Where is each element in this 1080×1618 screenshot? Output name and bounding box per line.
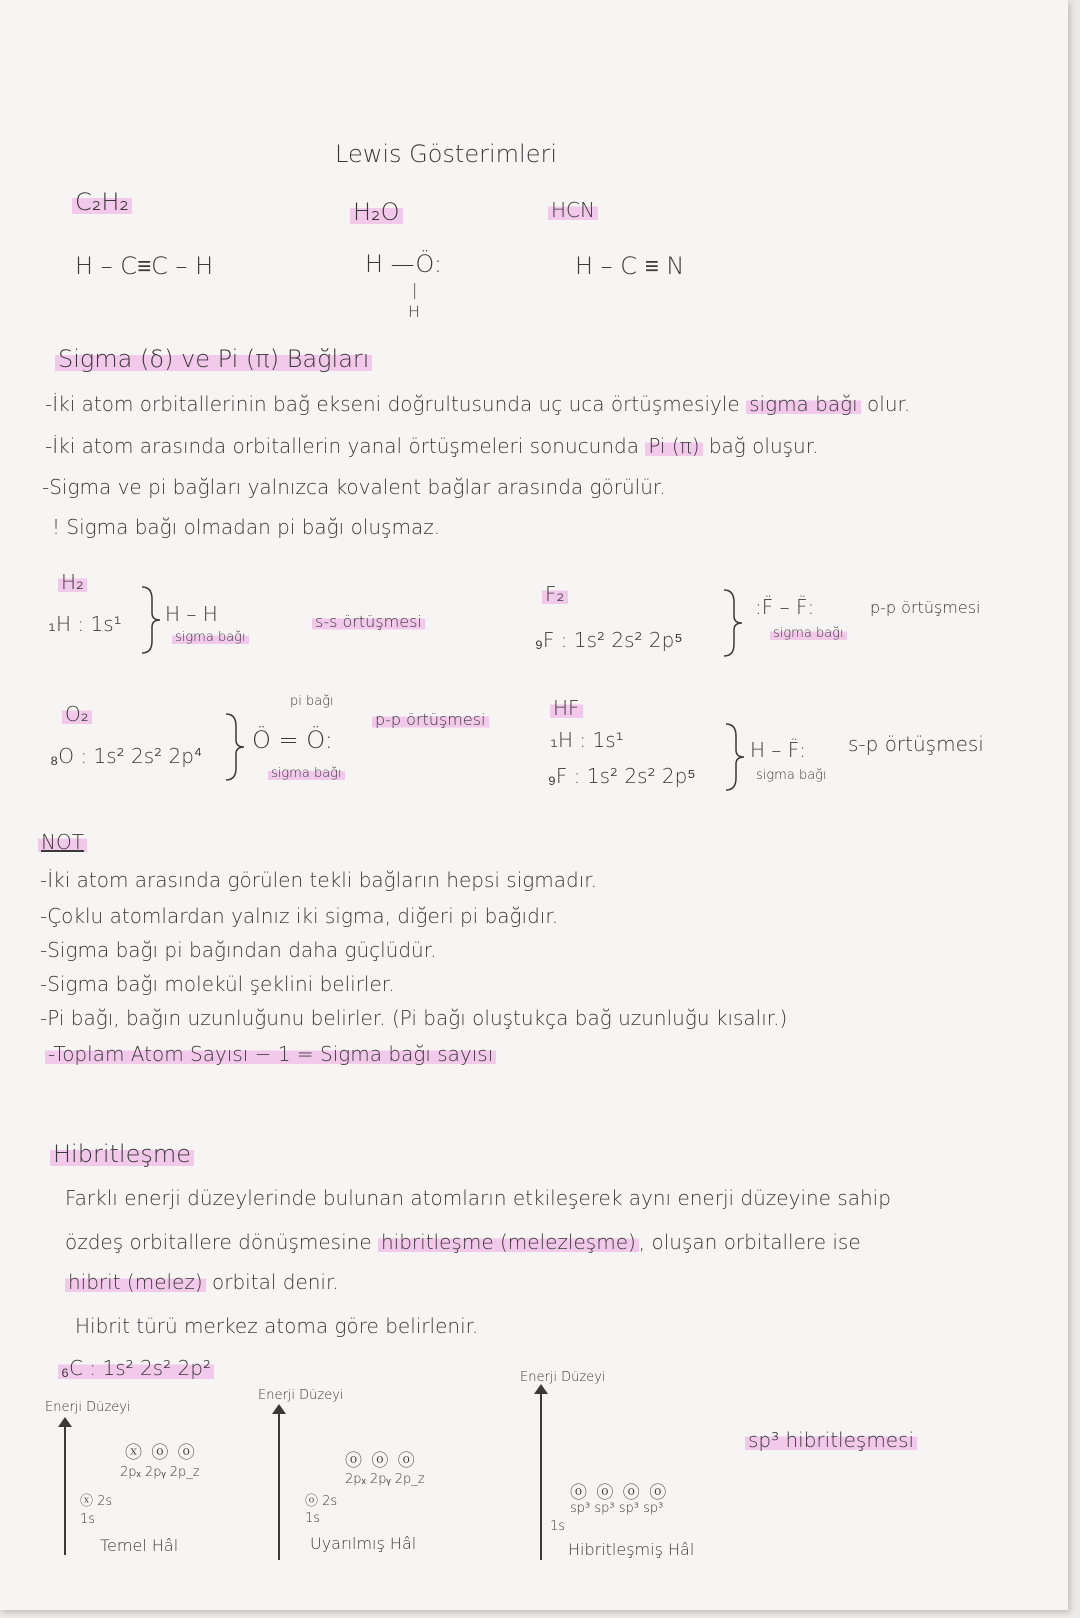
hybrid-heading: Hibritleşme: [50, 1140, 194, 1168]
orbital-1s: 1s: [550, 1519, 566, 1534]
orbital-2s: ⓧ 2s: [80, 1494, 113, 1509]
note-item: -Pi bağı, bağın uzunluğunu belirler. (Pi bağı oluştukça bağ uzunluğu kısalır.): [40, 1006, 788, 1030]
energy-arrow: [278, 1412, 280, 1560]
note-item: -Sigma bağı pi bağından daha güçlüdür.: [40, 938, 437, 962]
hf-overlap: s-p örtüşmesi: [848, 732, 984, 756]
state-label: Temel Hâl: [100, 1536, 179, 1555]
energy-arrow: [540, 1392, 542, 1560]
state-label: Hibritleşmiş Hâl: [568, 1540, 695, 1559]
hf-config-h: ₁H : 1s¹: [550, 728, 624, 752]
orbital-1s: 1s: [80, 1512, 96, 1527]
f2-name: F₂: [542, 582, 568, 606]
o2-config: ₈O : 1s² 2s² 2p⁴: [50, 744, 202, 768]
brace: [140, 585, 162, 655]
energy-arrow: [64, 1425, 66, 1555]
orbital-2s: ⓞ 2s: [305, 1494, 338, 1509]
energy-axis-label: Enerji Düzeyi: [45, 1400, 131, 1415]
lewis-h2o-h: H: [408, 302, 421, 321]
f2-overlap: p-p örtüşmesi: [870, 598, 981, 617]
hf-bond: sigma bağı: [756, 768, 827, 783]
sigma-pi-line-1: -İki atom orbitallerinin bağ ekseni doğrultusunda uç uca örtüşmesiyle sigma bağı olur.: [45, 392, 911, 416]
f2-bond: sigma bağı: [770, 626, 847, 641]
hybrid-p2: özdeş orbitallere dönüşmesine hibritleşme (melezleşme) , oluşan orbitallere ise: [65, 1230, 861, 1254]
o2-overlap: p-p örtüşmesi: [372, 710, 489, 729]
page-title: Lewis Gösterimleri: [335, 140, 557, 168]
lewis-h2o-bar: |: [412, 280, 418, 299]
hf-config-f: ₉F : 1s² 2s² 2p⁵: [548, 764, 696, 788]
orbital-labels: 2pₓ 2pᵧ 2p_z: [345, 1472, 425, 1487]
orbitals-2p: ⓞ ⓞ ⓞ: [345, 1451, 417, 1471]
orbital-labels: 2pₓ 2pᵧ 2p_z: [120, 1465, 200, 1480]
f2-config: ₉F : 1s² 2s² 2p⁵: [535, 628, 683, 652]
hf-structure: H – F̈:: [750, 738, 806, 762]
hf-name: HF: [550, 696, 583, 720]
hybrid-p1: Farklı enerji düzeylerinde bulunan atomların etkileşerek aynı enerji düzeyine sahip: [65, 1186, 891, 1210]
orbital-labels: sp³ sp³ sp³ sp³: [570, 1501, 664, 1516]
formula-hcn: HCN: [548, 198, 598, 222]
orbitals-sp3: ⓞ ⓞ ⓞ ⓞ: [570, 1483, 669, 1503]
brace: [224, 712, 246, 782]
formula-c2h2: C₂H₂: [72, 188, 132, 216]
note-item: -Çoklu atomlardan yalnız iki sigma, diğeri pi bağıdır.: [40, 904, 559, 928]
formula-h2o: H₂O: [350, 198, 403, 226]
lewis-h2o: H —Ö:: [365, 250, 442, 278]
h2-overlap: s-s örtüşmesi: [312, 612, 425, 631]
sigma-pi-line-2: -İki atom arasında orbitallerin yanal örtüşmeleri sonucunda Pi (π) bağ oluşur.: [45, 434, 819, 458]
brace: [722, 588, 744, 658]
note-item: -Sigma bağı molekül şeklini belirler.: [40, 972, 395, 996]
o2-name: O₂: [62, 702, 92, 726]
orbitals-2p: ⓧ ⓞ ⓞ: [125, 1443, 197, 1463]
orbital-1s: 1s: [305, 1511, 321, 1526]
note-item: -Toplam Atom Sayısı − 1 = Sigma bağı sayısı: [45, 1042, 496, 1066]
hybrid-p4: Hibrit türü merkez atoma göre belirlenir.: [75, 1314, 479, 1338]
state-label: Uyarılmış Hâl: [310, 1534, 417, 1553]
note-heading: NOT: [38, 830, 87, 854]
o2-bond: sigma bağı: [268, 766, 345, 781]
sigma-pi-heading: Sigma (δ) ve Pi (π) Bağları: [55, 345, 372, 373]
lewis-hcn: H – C ≡ N: [575, 252, 685, 280]
carbon-config: ₆C : 1s² 2s² 2p²: [58, 1356, 214, 1381]
energy-axis-label: Enerji Düzeyi: [258, 1388, 344, 1403]
h2-config: ₁H : 1s¹: [48, 612, 122, 636]
o2-pi: pi bağı: [290, 694, 334, 709]
h2-bond: sigma bağı: [172, 630, 249, 645]
lewis-c2h2: H – C≡C – H: [75, 252, 214, 280]
energy-axis-label: Enerji Düzeyi: [520, 1370, 606, 1385]
sp3-label: sp³ hibritleşmesi: [745, 1428, 917, 1452]
brace: [724, 722, 746, 792]
f2-structure: :F̈ – F̈:: [755, 595, 815, 619]
note-item: -İki atom arasında görülen tekli bağların hepsi sigmadır.: [40, 868, 598, 892]
sigma-pi-line-4: ! Sigma bağı olmadan pi bağı oluşmaz.: [52, 515, 441, 539]
hybrid-p3: hibrit (melez) orbital denir.: [65, 1270, 339, 1294]
h2-structure: H – H: [165, 602, 218, 626]
h2-name: H₂: [58, 570, 87, 594]
o2-structure: Ö = Ö:: [252, 726, 333, 754]
sigma-pi-line-3: -Sigma ve pi bağları yalnızca kovalent bağlar arasında görülür.: [42, 475, 666, 499]
